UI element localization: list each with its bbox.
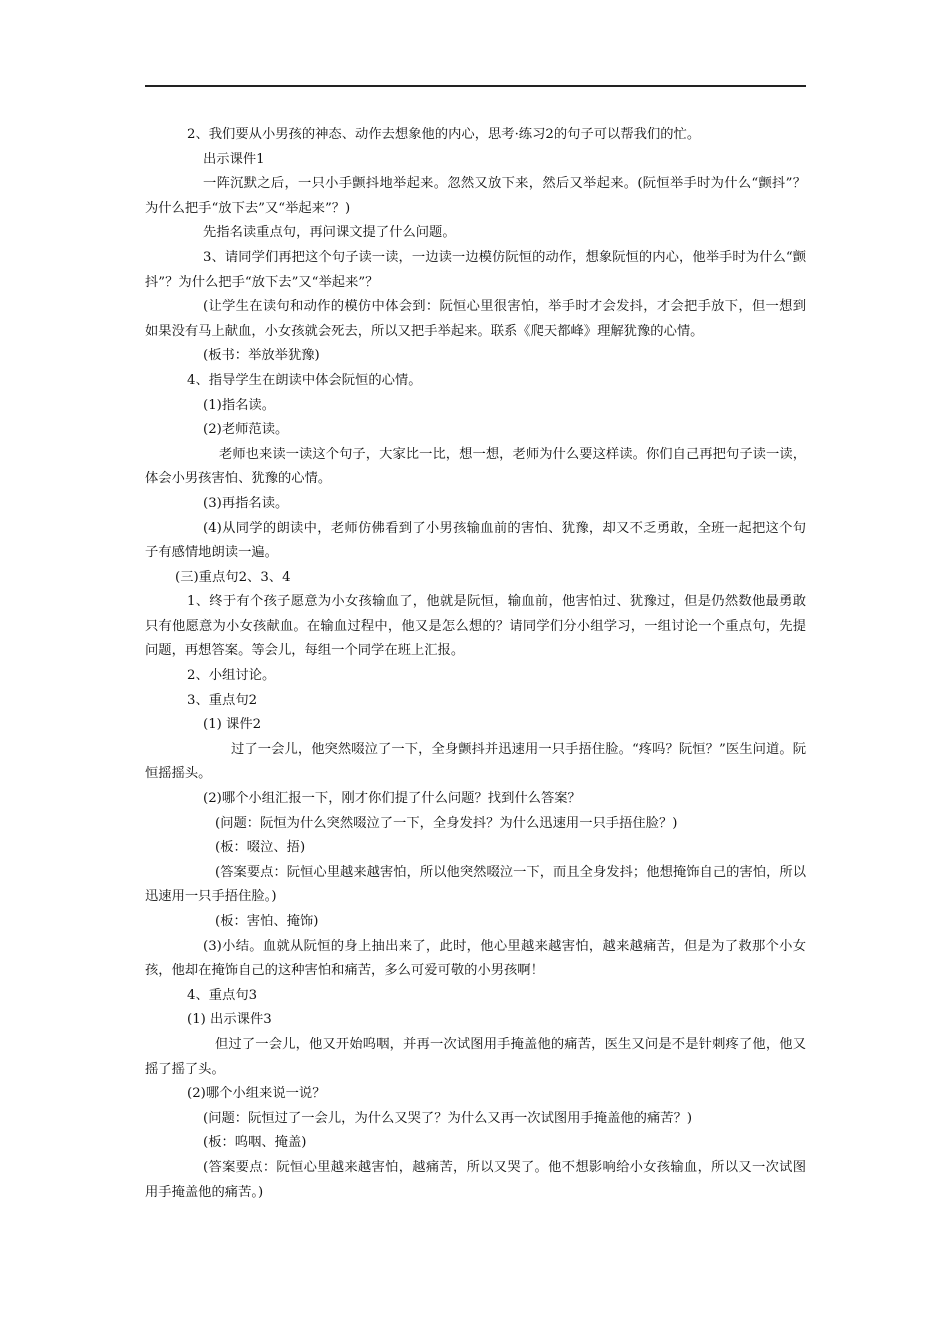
- header-rule: [145, 85, 806, 87]
- paragraph: 出示课件1: [203, 151, 265, 167]
- paragraph: (3)再指名读。: [203, 495, 289, 511]
- paragraph: 先指名读重点句，再问课文提了什么问题。: [203, 225, 456, 241]
- paragraph: (问题：阮恒过了一会儿，为什么又哭了？为什么又再一次试图用手掩盖他的痛苦？): [203, 1110, 693, 1126]
- paragraph: (4)从同学的朗读中，老师仿佛看到了小男孩输血前的害怕、犹豫，却又不乏勇敢，全班一起把这个句子有感情地朗读一遍。: [145, 520, 806, 561]
- paragraph: 2、小组讨论。: [187, 668, 276, 684]
- paragraph: (让学生在读句和动作的模仿中体会到：阮恒心里很害怕，举手时才会发抖，才会把手放下，但一想到如果没有马上献血，小女孩就会死去，所以又把手举起来。联系《爬天都峰》理解犹豫的心情。: [145, 299, 806, 339]
- paragraph: (1)指名读。: [203, 397, 276, 413]
- paragraph: 但过了一会儿，他又开始呜咽，并再一次试图用手掩盖他的痛苦，医生又问是不是针刺疼了他，他又摇了摇了头。: [145, 1036, 806, 1077]
- paragraph: 4、指导学生在朗读中体会阮恒的心情。: [187, 372, 422, 388]
- paragraph: (板书：举放举犹豫): [203, 348, 320, 364]
- paragraph: (1) 出示课件3: [187, 1012, 272, 1028]
- paragraph: (2)哪个小组来说一说？: [187, 1086, 326, 1102]
- paragraph: (答案要点：阮恒心里越来越害怕，越痛苦，所以又哭了。他不想影响给小女孩输血，所以又一次试图用手掩盖他的痛苦。): [145, 1159, 806, 1200]
- paragraph: (2)哪个小组汇报一下，刚才你们提了什么问题？找到什么答案？: [203, 791, 581, 807]
- paragraph: (2)老师范读。: [203, 422, 289, 438]
- section-heading: (三)重点句2、3、4: [175, 569, 291, 585]
- paragraph: (1) 课件2: [203, 717, 262, 733]
- paragraph: 3、请同学们再把这个句子读一读，一边读一边模仿阮恒的动作，想象阮恒的内心，他举手时为什么“颤抖”？为什么把手“放下去”又“举起来”？: [145, 249, 806, 290]
- paragraph: (问题：阮恒为什么突然啜泣了一下，全身发抖？为什么迅速用一只手捂住脸？): [215, 815, 678, 831]
- paragraph: 4、重点句3: [187, 987, 258, 1003]
- paragraph: 1、终于有个孩子愿意为小女孩输血了，他就是阮恒，输血前，他害怕过、犹豫过，但是仍然数他最勇敢只有他愿意为小女孩献血。在输血过程中，他又是怎么想的？请同学们分小组学习，一组讨论一个重点句，先提问题，再想答案。等会儿，每组一个同学在班上汇报。: [145, 594, 806, 659]
- paragraph: 2、我们要从小男孩的神态、动作去想象他的内心，思考·练习2的句子可以帮我们的忙。: [187, 127, 701, 142]
- paragraph: 3、重点句2: [187, 692, 258, 708]
- document-body: [145, 123, 806, 1205]
- paragraph: (板：害怕、掩饰): [215, 914, 319, 929]
- paragraph: (3)小结。血就从阮恒的身上抽出来了，此时，他心里越来越害怕，越来越痛苦，但是为了救那个小女孩，他却在掩饰自己的这种害怕和痛苦，多么可爱可敬的小男孩啊！: [145, 938, 806, 979]
- paragraph: 过了一会儿，他突然啜泣了一下，全身颤抖并迅速用一只手捂住脸。“疼吗？阮恒？”医生问道。阮恒摇摇头。: [145, 741, 806, 782]
- paragraph: (答案要点：阮恒心里越来越害怕，所以他突然啜泣一下，而且全身发抖；他想掩饰自己的害怕，所以迅速用一只手捂住脸。): [145, 864, 806, 905]
- paragraph: (板：呜咽、掩盖): [203, 1135, 307, 1151]
- paragraph: (板：啜泣、捂): [215, 840, 306, 856]
- paragraph: 一阵沉默之后，一只小手颤抖地举起来。忽然又放下来，然后又举起来。(阮恒举手时为什么“颤抖”？为什么把手“放下去”又“举起来”？): [145, 176, 806, 216]
- paragraph: 老师也来读一读这个句子，大家比一比，想一想，老师为什么要这样读。你们自己再把句子读一读，体会小男孩害怕、犹豫的心情。: [145, 446, 806, 487]
